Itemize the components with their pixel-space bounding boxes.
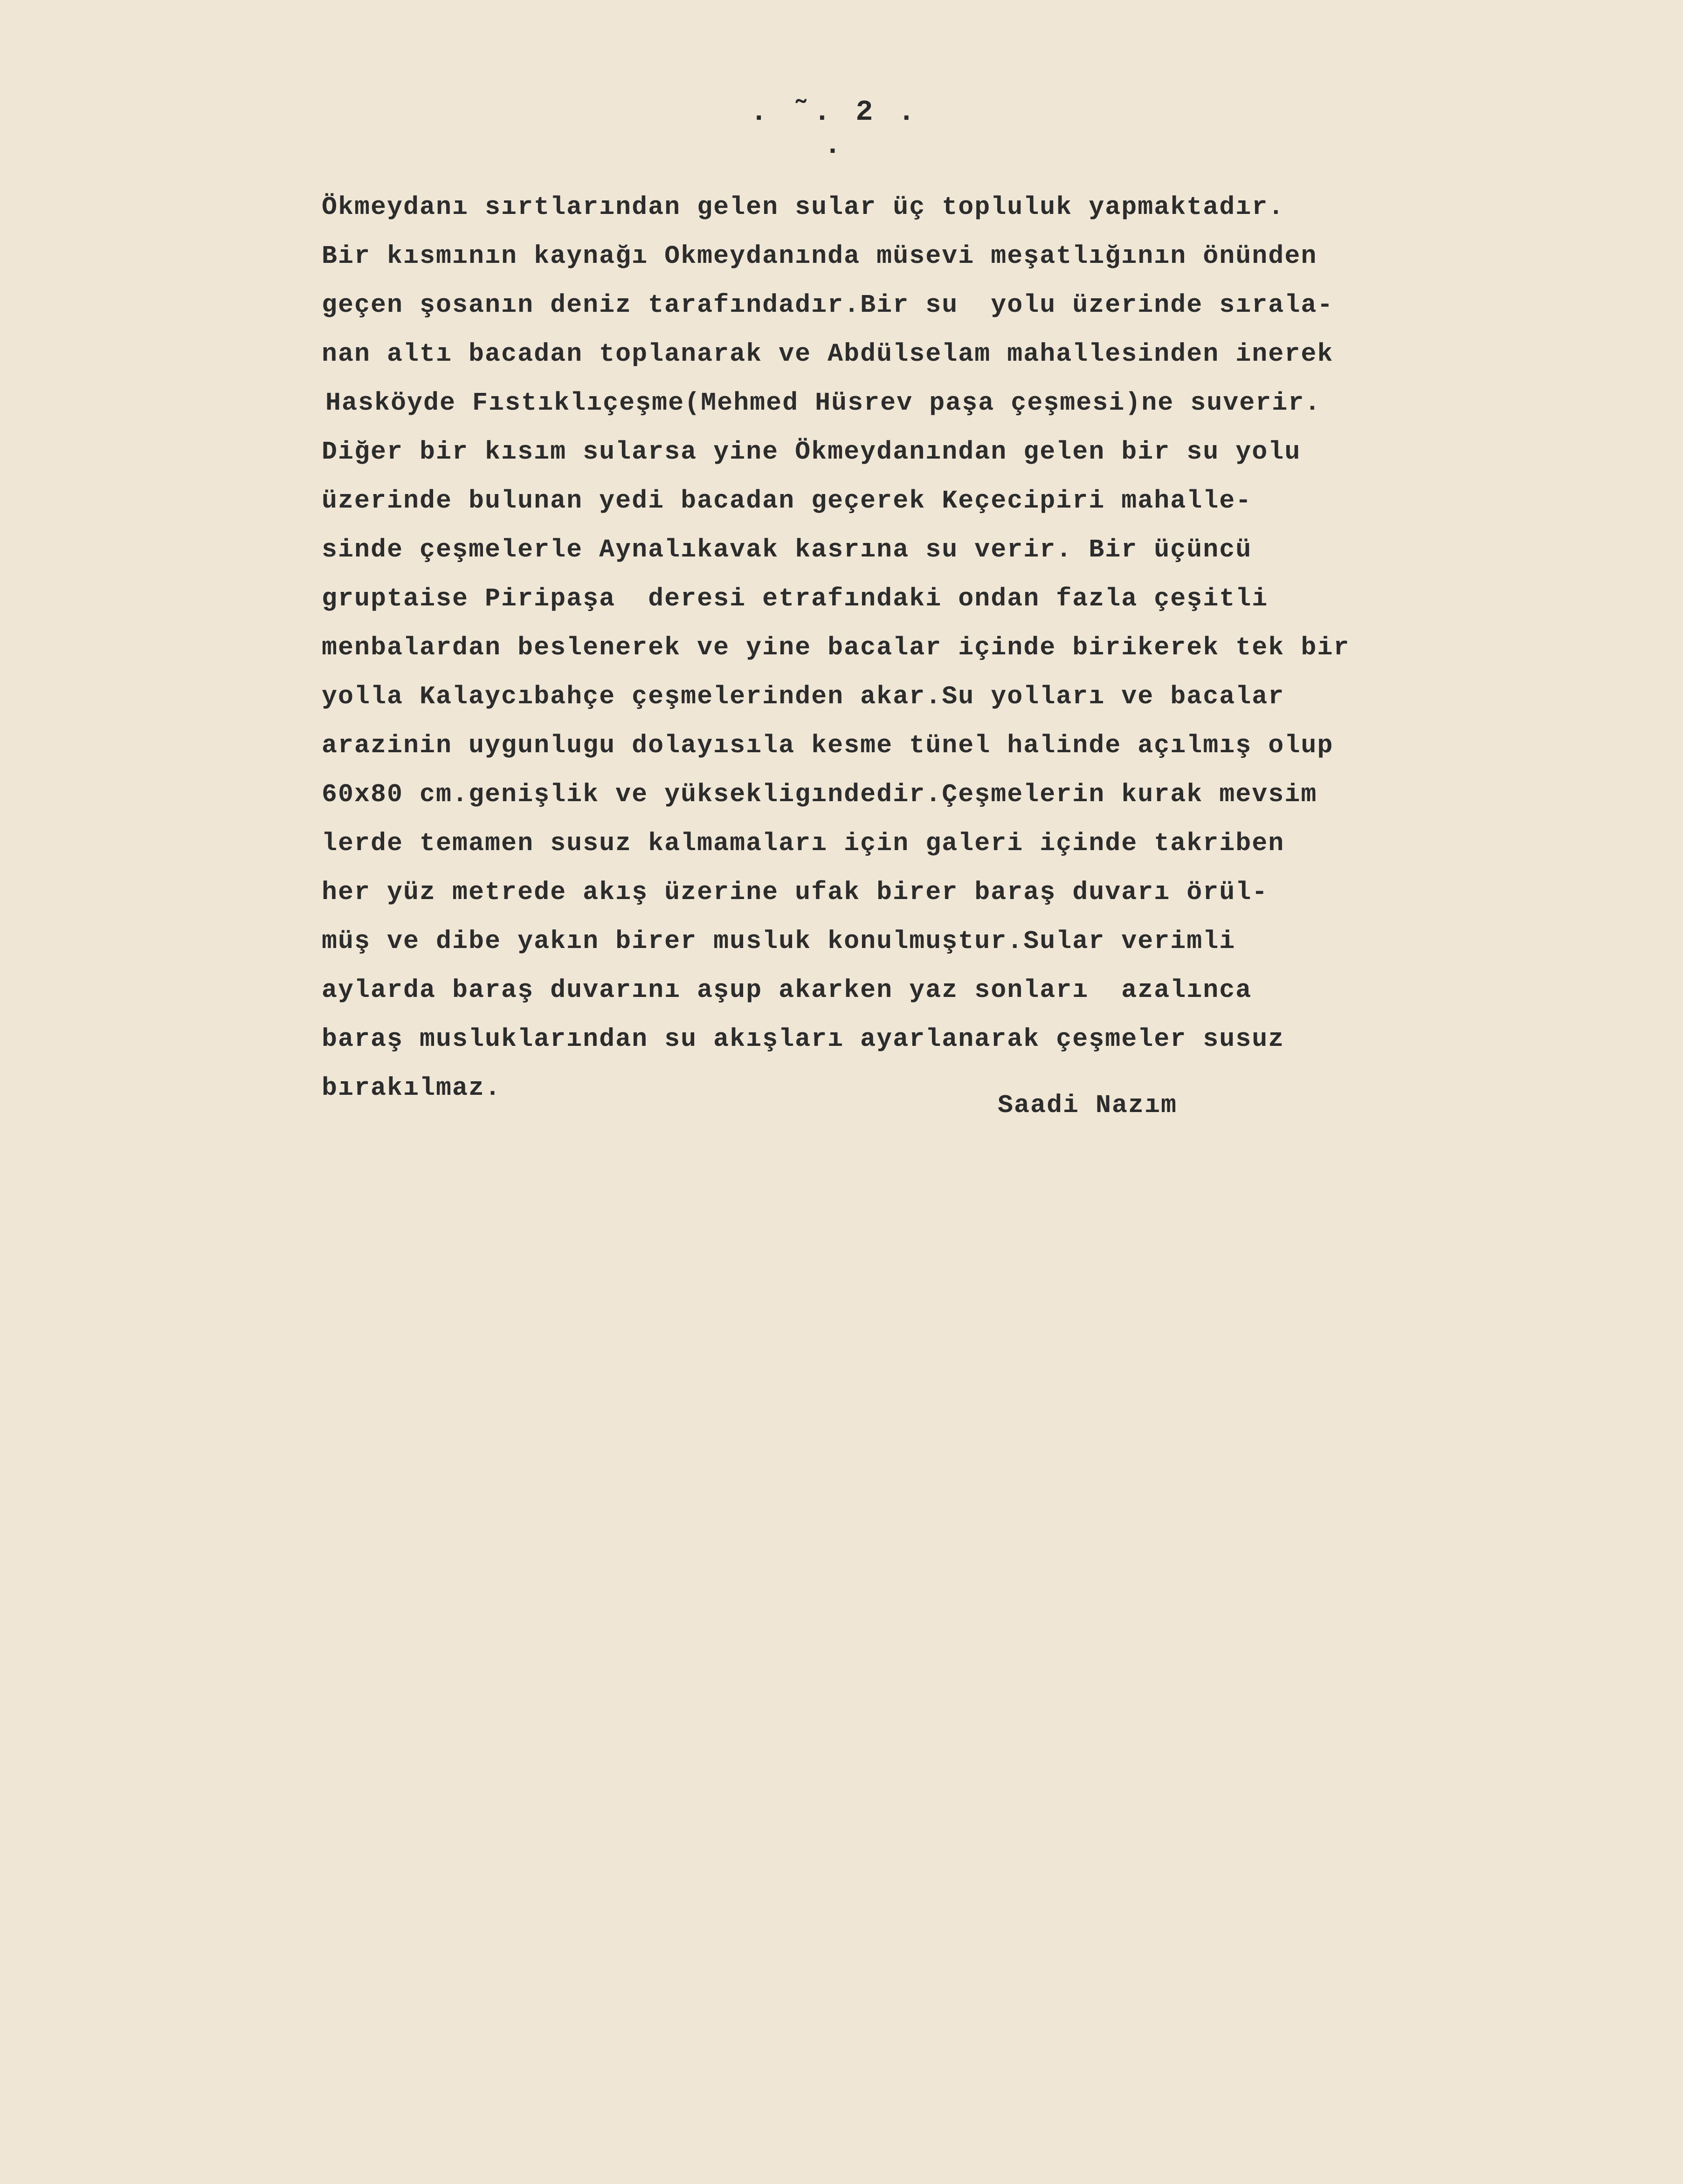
text-line: her yüz metrede akış üzerine ufak birer baraş duvarı örül- [322,878,1269,907]
text-line: üzerinde bulunan yedi bacadan geçerek Keçecipiri mahalle- [322,486,1252,515]
text-line: Hasköyde Fıstıklıçeşme(Mehmed Hüsrev paşa çeşmesi)ne suverir. [325,388,1321,418]
text-line: aylarda baraş duvarını aşup akarken yaz sonları azalınca [322,975,1252,1005]
text-line: müş ve dibe yakın birer musluk konulmuştur.Sular verimli [322,927,1236,956]
text-line: geçen şosanın deniz tarafındadır.Bir su yolu üzerinde sırala- [322,290,1334,320]
text-line: nan altı bacadan toplanarak ve Abdülselam mahallesinden inerek [322,339,1334,369]
text-line: gruptaise Piripaşa deresi etrafındaki ondan fazla çeşitli [322,584,1269,613]
page-number: . ˜. 2 . . [750,96,919,162]
text-line: yolla Kalaycıbahçe çeşmelerinden akar.Su yolları ve bacalar [322,682,1285,711]
text-line: 60x80 cm.genişlik ve yüksekligındedir.Çeşmelerin kurak mevsim [322,780,1317,809]
text-line: baraş musluklarından su akışları ayarlanarak çeşmeler susuz [322,1024,1285,1054]
text-line: Ökmeydanı sırtlarından gelen sular üç topluluk yapmaktadır. [322,192,1285,222]
text-line: lerde temamen susuz kalmamaları için galeri içinde takriben [322,829,1285,858]
text-line: Bir kısmının kaynağı Okmeydanında müsevi meşatlığının önünden [322,241,1317,271]
text-line: Diğer bir kısım sularsa yine Ökmeydanından gelen bir su yolu [322,437,1301,467]
text-line: sinde çeşmelerle Aynalıkavak kasrına su verir. Bir üçüncü [322,535,1252,564]
signature: Saadi Nazım [998,1091,1178,1120]
text-line: menbalardan beslenerek ve yine bacalar içinde birikerek tek bir [322,633,1350,662]
text-line: bırakılmaz. [322,1073,502,1103]
text-line: arazinin uygunlugu dolayısıla kesme tünel halinde açılmış olup [322,731,1334,760]
typewritten-body [322,183,1534,1113]
